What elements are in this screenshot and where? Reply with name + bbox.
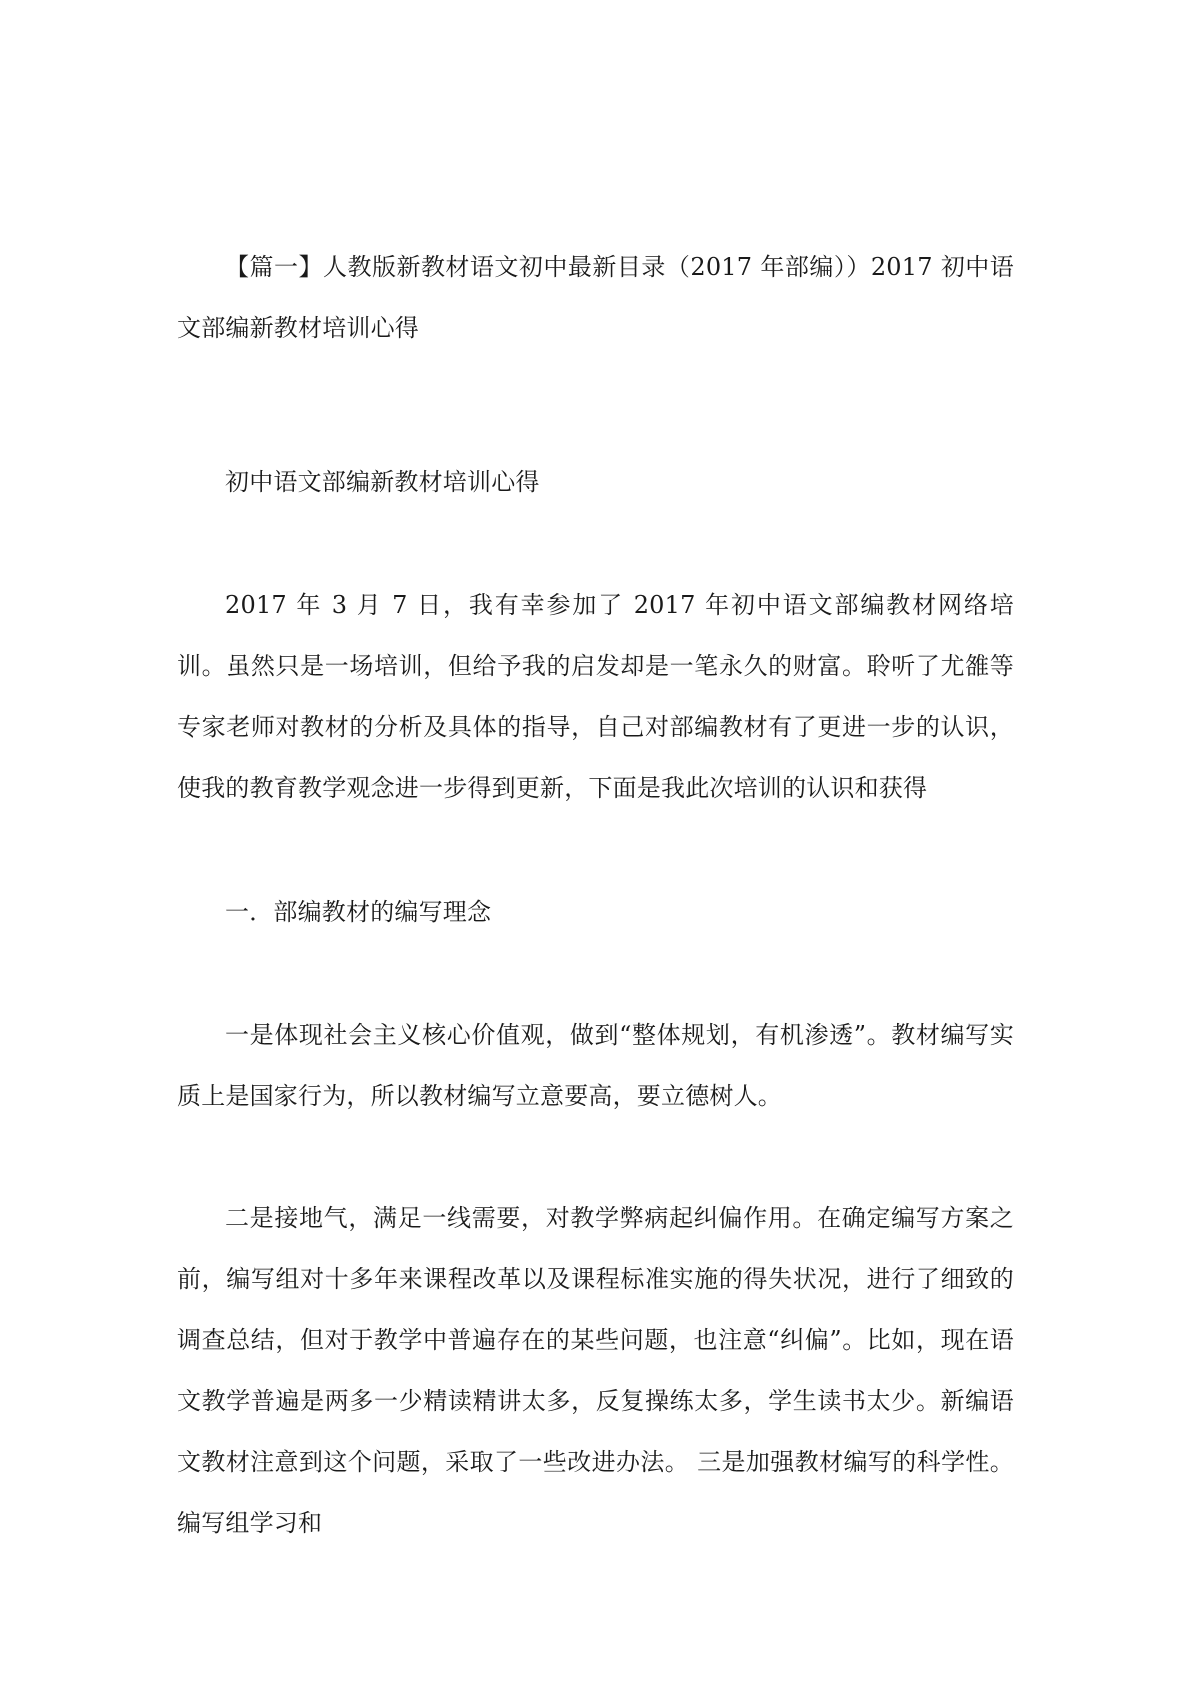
intro-paragraph: 2017 年 3 月 7 日，我有幸参加了 2017 年初中语文部编教材网络培训。虽然只是一场培训，但给予我的启发却是一笔永久的财富。聆听了尤雒等专家老师对教材的分析及具体的指导，自己对部编教材有了更进一步的认识，使我的教育教学观念进一步得到更新，下面是我此次培训的认识和获得 bbox=[177, 591, 1014, 802]
body-paragraph: 一是体现社会主义核心价值观，做到“整体规划，有机渗透”。教材编写实质上是国家行为，所以教材编写立意要高，要立德树人。 bbox=[177, 1021, 1014, 1110]
body-paragraph: 二是接地气，满足一线需要，对教学弊病起纠偏作用。在确定编写方案之前，编写组对十多年来课程改革以及课程标准实施的得失状况，进行了细致的调查总结，但对于教学中普遍存在的某些问题，也注意“纠偏”。比如，现在语文教学普遍是两多一少精读精讲太多，反复操练太多，学生读书太少。新编语文教材注意到这个问题，采取了一些改进办法。 三是加强教材编写的科学性。编写组学习和 bbox=[177, 1204, 1014, 1537]
document-subtitle: 初中语文部编新教材培训心得 bbox=[225, 468, 540, 496]
document-heading: 【篇一】人教版新教材语文初中最新目录（2017 年部编））2017 初中语文部编新教材培训心得 bbox=[177, 253, 1014, 342]
section-heading: 一．部编教材的编写理念 bbox=[225, 898, 492, 926]
